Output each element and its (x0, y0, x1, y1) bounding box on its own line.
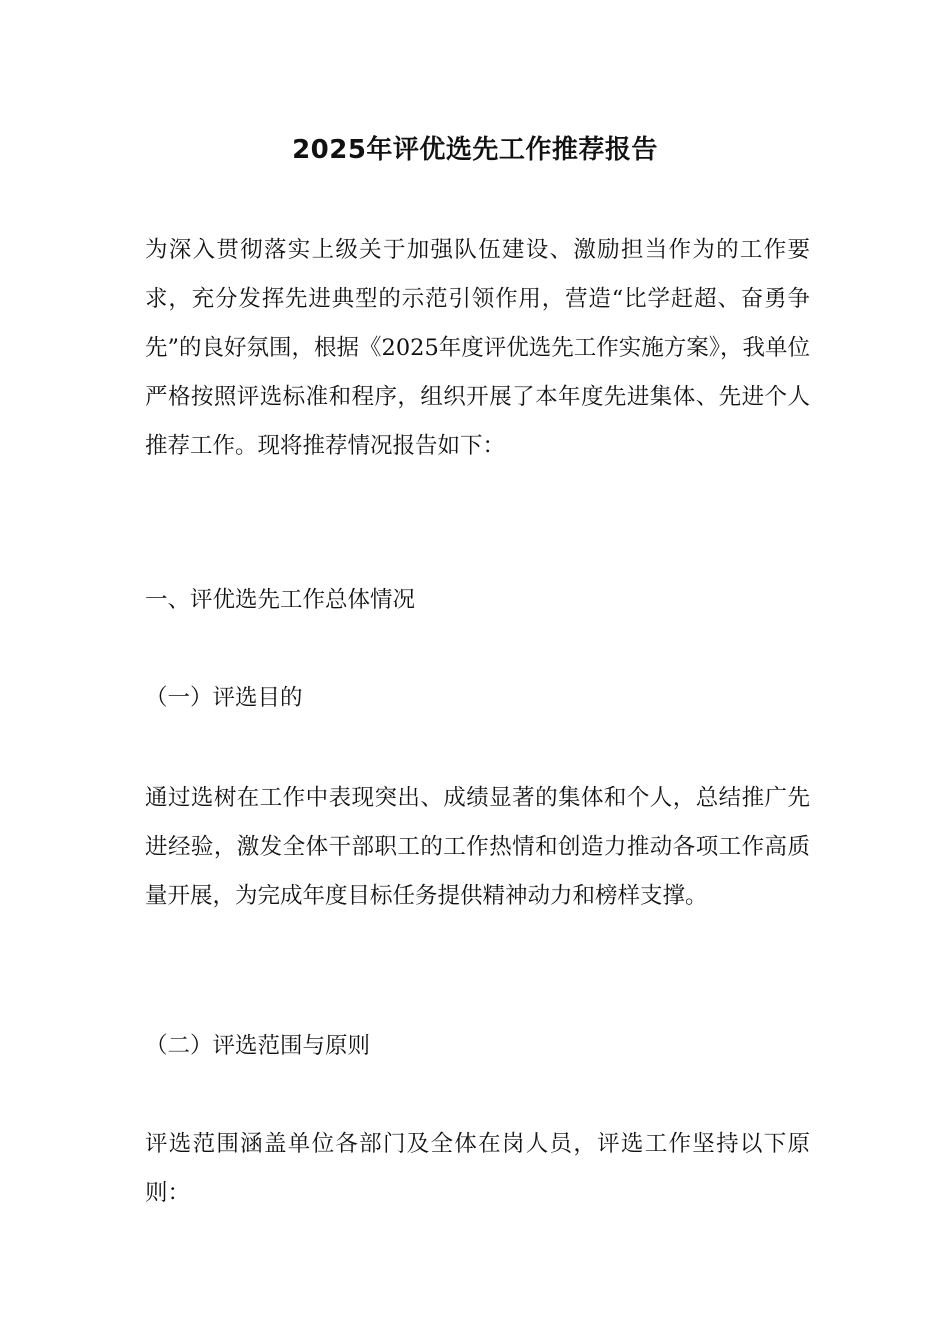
subsection-heading-purpose: （一）评选目的 (145, 685, 303, 711)
scope-paragraph: 评选范围涵盖单位各部门及全体在岗人员，评选工作坚持以下原则： (145, 1131, 810, 1206)
subsection-heading-scope: （二）评选范围与原则 (145, 1033, 371, 1059)
purpose-paragraph: 通过选树在工作中表现突出、成绩显著的集体和个人，总结推广先进经验，激发全体干部职工的工作热情和创造力推动各项工作高质量开展，为完成年度目标任务提供精神动力和榜样支撑。 (145, 785, 810, 909)
section-heading-overview: 一、评优选先工作总体情况 (145, 587, 416, 613)
document-title: 2025年评优选先工作推荐报告 (292, 135, 658, 165)
intro-paragraph: 为深入贯彻落实上级关于加强队伍建设、激励担当作为的工作要求，充分发挥先进典型的示范引领作用，营造“比学赶超、奋勇争先”的良好氛围，根据《2025年度评优选先工作实施方案》，我单位严格按照评选标准和程序，组织开展了本年度先进集体、先进个人推荐工作。现将推荐情况报告如下： (145, 237, 811, 459)
